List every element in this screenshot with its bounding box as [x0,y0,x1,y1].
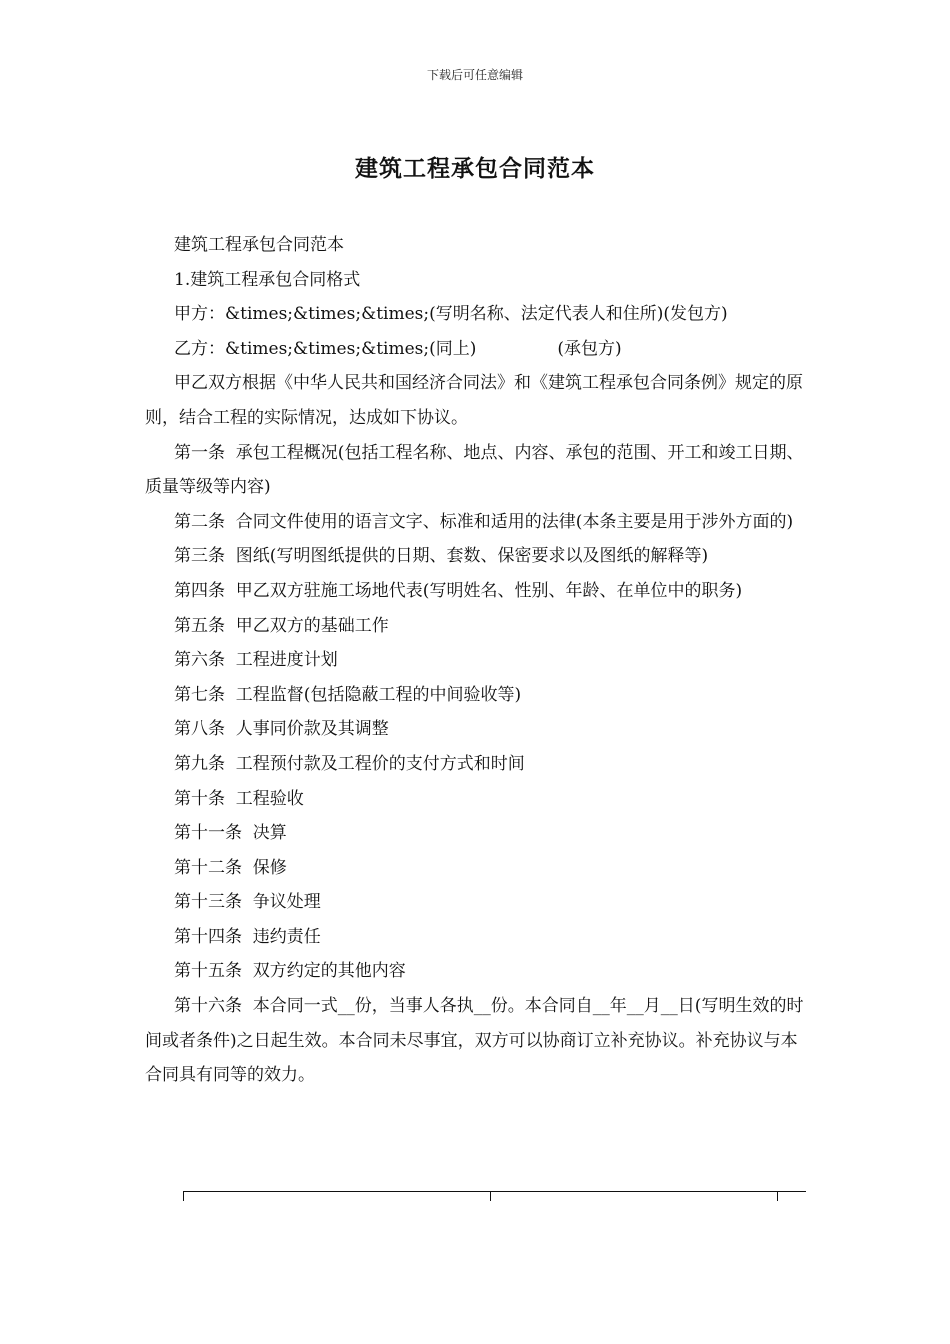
paragraph-article-4: 第四条 甲乙双方驻施工场地代表(写明姓名、性别、年龄、在单位中的职务) [174,580,743,601]
paragraph-article-3: 第三条 图纸(写明图纸提供的日期、套数、保密要求以及图纸的解释等) [174,546,709,567]
paragraph-article-16: 第十六条 本合同一式__份，当事人各执__份。本合同自__年__月__日(写明生效的时间或者条件)之日起生效。本合同未尽事宜，双方可以协商订立补充协议。补充协议与本合同具有同等的效力。 [145,996,804,1086]
paragraph-article-9: 第九条 工程预付款及工程价的支付方式和时间 [174,753,525,774]
paragraph-format-heading: 1.建筑工程承包合同格式 [174,269,361,290]
paragraph-article-8: 第八条 人事同价款及其调整 [174,719,389,740]
table-top-border [183,1191,806,1202]
paragraph-party-a: 甲方：&times;&times;&times;(写明名称、法定代表人和住所)(发包方) [174,304,728,325]
document-title: 建筑工程承包合同范本 [355,156,595,182]
paragraph-article-11: 第十一条 决算 [174,823,287,844]
paragraph-preamble: 甲乙双方根据《中华人民共和国经济合同法》和《建筑工程承包合同条例》规定的原则，结合工程的实际情况，达成如下协议。 [145,373,803,428]
table-border-tick-right [777,1192,778,1201]
paragraph-article-12: 第十二条 保修 [174,857,287,878]
paragraph-subtitle: 建筑工程承包合同范本 [174,235,344,255]
table-border-tick-middle [490,1192,491,1201]
paragraph-article-5: 第五条 甲乙双方的基础工作 [174,615,389,636]
header-note: 下载后可任意编辑 [426,68,523,82]
paragraph-article-15: 第十五条 双方约定的其他内容 [174,961,406,982]
paragraph-article-10: 第十条 工程验收 [174,788,304,809]
paragraph-article-6: 第六条 工程进度计划 [174,650,338,671]
paragraph-article-1: 第一条 承包工程概况(包括工程名称、地点、内容、承包的范围、开工和竣工日期、质量等级等内容) [145,442,804,498]
paragraph-article-14: 第十四条 违约责任 [174,926,321,947]
paragraph-article-13: 第十三条 争议处理 [174,892,321,913]
document-body [145,228,810,1093]
paragraph-article-2: 第二条 合同文件使用的语言文字、标准和适用的法律(本条主要是用于涉外方面的) [174,511,794,532]
table-border-tick-left [183,1192,184,1201]
paragraph-party-b: 乙方：&times;&times;&times;(同上) (承包方) [174,338,622,359]
paragraph-article-7: 第七条 工程监督(包括隐蔽工程的中间验收等) [174,684,522,705]
